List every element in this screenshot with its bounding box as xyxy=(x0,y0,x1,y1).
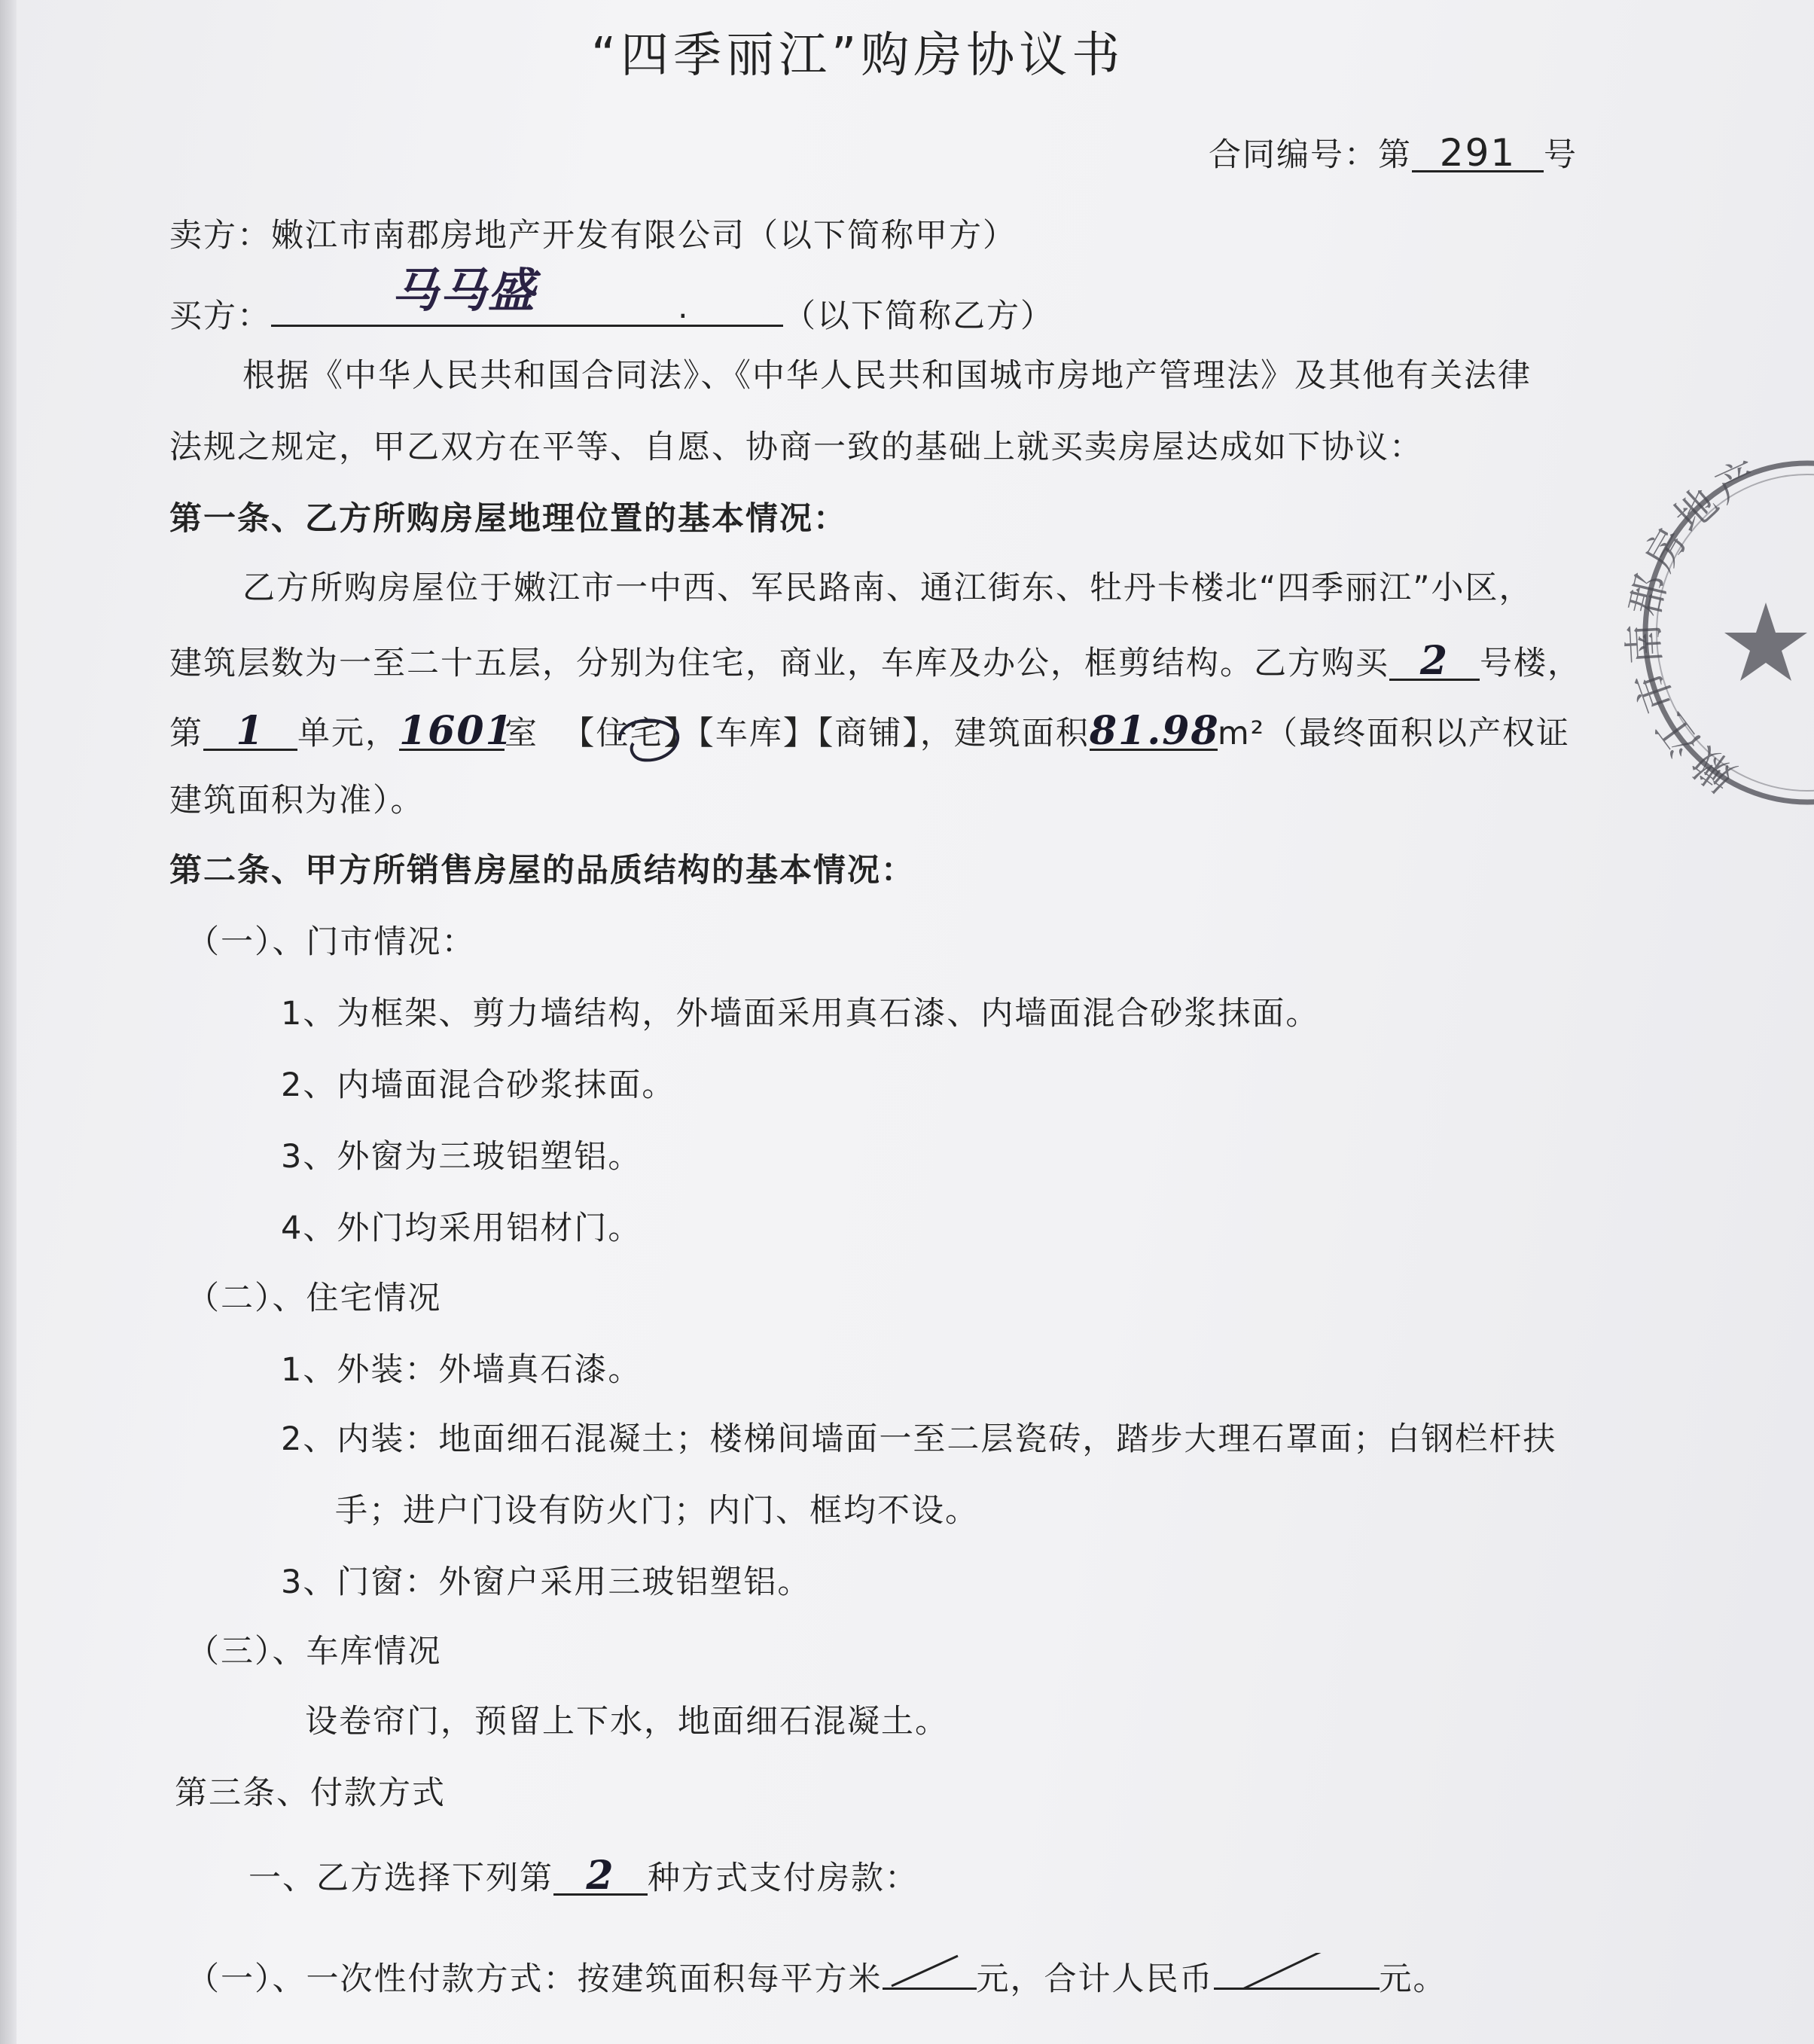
shop-item-3: 3、外窗为三玻铝塑铝。 xyxy=(281,1138,642,1176)
page-fold-shadow xyxy=(0,0,17,2044)
article-1-building-suffix: 号楼， xyxy=(1480,645,1581,682)
lump-sum-suffix: 元。 xyxy=(1379,1960,1447,1998)
payment-choice-value: 2 xyxy=(553,1859,648,1896)
slash-mark xyxy=(883,1953,977,1988)
garage-section-title: （三）、车库情况 xyxy=(187,1633,442,1670)
company-seal-stamp xyxy=(1619,452,1814,813)
shop-item-2: 2、内墙面混合砂浆抹面。 xyxy=(281,1066,676,1104)
residence-section-title: （二）、住宅情况 xyxy=(187,1280,442,1317)
floor-area: 81.98 xyxy=(1089,708,1220,754)
shop-item-4: 4、外门均采用铝材门。 xyxy=(281,1210,642,1247)
seller-label: 卖方： xyxy=(169,217,271,255)
payment-choice-prefix: 一、乙方选择下列第 xyxy=(248,1859,553,1897)
article-2-heading: 第二条、甲方所销售房屋的品质结构的基本情况： xyxy=(169,852,915,889)
article-1-unit xyxy=(169,708,1570,754)
lump-sum-mid: 元，合计人民币 xyxy=(976,1960,1214,1998)
residence-item-2-cont: 手；进户门设有防火门；内门、框均不设。 xyxy=(335,1492,979,1530)
payment-choice xyxy=(248,1853,919,1899)
room-suffix: 室 xyxy=(505,715,538,752)
room-number: 1601 xyxy=(399,708,514,754)
contract-number-suffix: 号 xyxy=(1544,136,1578,174)
intro-line-1: 根据《中华人民共和国合同法》、《中华人民共和国城市房地产管理法》及其他有关法律 xyxy=(242,357,1532,395)
article-1-heading: 第一条、乙方所购房屋地理位置的基本情况： xyxy=(169,500,847,538)
article-1-note: 建筑面积为准）。 xyxy=(169,782,425,819)
buyer-note: （以下简称乙方） xyxy=(783,297,1054,335)
stamp-text: 嫩江市南郡房地产 xyxy=(1619,452,1770,801)
unit-number: 1 xyxy=(203,714,297,751)
slash-mark-2 xyxy=(1214,1953,1380,1988)
article-1-floors xyxy=(169,638,1581,684)
lump-sum-prefix: （一）、一次性付款方式：按建筑面积每平方米 xyxy=(187,1960,883,1998)
payment-choice-suffix: 种方式支付房款： xyxy=(648,1859,919,1897)
residence-item-1: 1、外装：外墙真石漆。 xyxy=(281,1351,642,1389)
page-title: “四季丽江”购房协议书 xyxy=(591,28,1125,84)
svg-text:嫩江市南郡房地产 xyxy=(1620,452,1770,801)
property-types: 【住宅】【车库】【商铺】，建筑面积 xyxy=(562,715,1090,752)
building-number: 2 xyxy=(1389,644,1480,681)
buyer-label: 买方： xyxy=(169,297,271,335)
seller-note: （以下简称甲方） xyxy=(745,217,1017,255)
area-suffix: m²（最终面积以产权证 xyxy=(1217,715,1570,752)
total-price-field xyxy=(1214,1953,1380,1990)
residence-item-2: 2、内装：地面细石混凝土；楼梯间墙面一至二层瓷砖，踏步大理石罩面；白钢栏杆扶 xyxy=(281,1420,1557,1458)
seller-line xyxy=(169,217,1017,255)
buyer-signature: 马马盛 xyxy=(392,263,537,318)
unit-suffix: 单元， xyxy=(297,715,399,752)
garage-text: 设卷帘门，预留上下水，地面细石混凝土。 xyxy=(305,1703,949,1740)
unit-prefix: 第 xyxy=(169,715,203,752)
contract-number-value: 291 xyxy=(1412,136,1544,172)
lump-sum-line xyxy=(187,1953,1447,1996)
buyer-signature-field xyxy=(271,263,783,327)
contract-number xyxy=(1209,131,1578,175)
residence-circle-mark xyxy=(606,704,689,772)
article-1-floors-text: 建筑层数为一至二十五层，分别为住宅，商业，车库及办公，框剪结构。乙方购买 xyxy=(169,645,1389,682)
price-per-sqm-field xyxy=(883,1953,977,1990)
shop-section-title: （一）、门市情况： xyxy=(187,923,476,961)
buyer-dot: . xyxy=(678,288,690,326)
shop-item-1: 1、为框架、剪力墙结构，外墙面采用真石漆、内墙面混合砂浆抹面。 xyxy=(281,995,1320,1033)
contract-number-label: 合同编号：第 xyxy=(1209,136,1412,174)
residence-item-3: 3、门窗：外窗户采用三玻铝塑铝。 xyxy=(281,1564,812,1601)
buyer-line xyxy=(169,263,1054,335)
article-3-heading: 第三条、付款方式 xyxy=(175,1774,446,1812)
intro-line-2: 法规之规定，甲乙双方在平等、自愿、协商一致的基础上就买卖房屋达成如下协议： xyxy=(169,429,1423,466)
article-1-location: 乙方所购房屋位于嫩江市一中西、军民路南、通江街东、牡丹卡楼北“四季丽江”小区， xyxy=(242,569,1533,607)
seller-name: 嫩江市南郡房地产开发有限公司 xyxy=(271,217,745,255)
